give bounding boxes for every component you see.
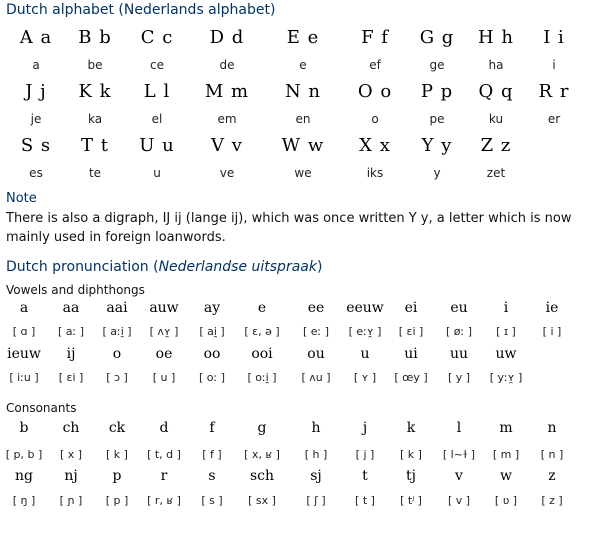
consonant-ipa: [ z ] — [541, 494, 563, 507]
consonant-grapheme: ng — [15, 468, 33, 484]
vowel-ipa: [ ʏ ] — [353, 371, 377, 384]
vowel-grapheme: ou — [307, 346, 325, 362]
consonant-grapheme: s — [208, 468, 216, 484]
consonant-grapheme: f — [209, 420, 215, 436]
alphabet-letter: M m — [204, 81, 250, 102]
vowel-ipa: [ øː ] — [445, 325, 473, 338]
consonant-ipa: [ m ] — [492, 448, 520, 461]
alphabet-letter-name: ef — [369, 58, 381, 72]
vowel-ipa: [ y ] — [447, 371, 471, 384]
note-heading: Note — [6, 191, 37, 206]
alphabet-letter-name: ge — [429, 58, 445, 72]
vowel-ipa: [ u ] — [152, 371, 176, 384]
vowel-ipa: [ ʌʏ̯ ] — [149, 325, 179, 338]
consonant-ipa: [ s ] — [201, 494, 223, 507]
alphabet-letter-name: zet — [486, 166, 506, 180]
consonant-grapheme: n — [547, 420, 557, 436]
consonant-grapheme: ch — [62, 420, 80, 436]
vowel-ipa: [ ɛi ] — [58, 371, 84, 384]
alphabet-letter-name: en — [295, 112, 311, 126]
alphabet-letter: Q q — [478, 81, 514, 102]
alphabet-letter-name: ku — [488, 112, 504, 126]
vowel-grapheme: uw — [495, 346, 517, 362]
alphabet-letter: Y y — [421, 135, 453, 156]
alphabet-letter-name: y — [433, 166, 441, 180]
consonant-grapheme: k — [406, 420, 416, 436]
vowel-grapheme: e — [257, 300, 267, 316]
consonant-grapheme: d — [159, 420, 169, 436]
vowel-grapheme: a — [19, 300, 29, 316]
consonant-ipa: [ ŋ ] — [12, 494, 36, 507]
consonant-ipa: [ r, ʁ ] — [147, 494, 181, 507]
alphabet-letter-name: ka — [87, 112, 103, 126]
consonant-ipa: [ ʃ ] — [306, 494, 326, 507]
consonant-ipa: [ x, ʁ ] — [244, 448, 280, 461]
vowel-ipa: [ ʌu ] — [301, 371, 331, 384]
alphabet-letter: D d — [209, 27, 245, 48]
vowel-ipa: [ aːi̯ ] — [102, 325, 132, 338]
consonant-ipa: [ n ] — [540, 448, 564, 461]
alphabet-letter: P p — [420, 81, 454, 102]
alphabet-letter: L l — [143, 81, 171, 102]
consonant-ipa: [ ɲ ] — [59, 494, 83, 507]
consonant-grapheme: ck — [108, 420, 126, 436]
consonant-ipa: [ t ] — [355, 494, 375, 507]
vowel-ipa: [ eː ] — [302, 325, 330, 338]
consonant-ipa: [ p, b ] — [5, 448, 43, 461]
vowels-label: Vowels and diphthongs — [6, 283, 145, 297]
vowel-grapheme: aa — [62, 300, 80, 316]
alphabet-letter-name: o — [371, 112, 379, 126]
consonant-grapheme: h — [311, 420, 321, 436]
alphabet-letter-name: ce — [150, 58, 164, 72]
alphabet-letter: U u — [139, 135, 175, 156]
alphabet-letter: J j — [25, 81, 47, 102]
consonant-ipa: [ j ] — [355, 448, 375, 461]
alphabet-letter: E e — [286, 27, 320, 48]
alphabet-letter-name: pe — [429, 112, 445, 126]
alphabet-letter-name: we — [294, 166, 312, 180]
consonant-grapheme: w — [500, 468, 512, 484]
alphabet-letter-name: u — [153, 166, 161, 180]
consonant-ipa: [ h ] — [304, 448, 328, 461]
alphabet-letter: H h — [477, 27, 515, 48]
vowel-grapheme: ieuw — [7, 346, 41, 362]
alphabet-letter: N n — [284, 81, 322, 102]
alphabet-letter-name: a — [32, 58, 40, 72]
alphabet-letter-name: el — [151, 112, 163, 126]
vowel-ipa: [ ɑ ] — [12, 325, 36, 338]
consonant-grapheme: tj — [406, 468, 416, 484]
vowel-ipa: [ ai̯ ] — [199, 325, 225, 338]
vowel-grapheme: auw — [149, 300, 179, 316]
alphabet-letter-name: ha — [488, 58, 504, 72]
vowel-grapheme: oo — [203, 346, 221, 362]
vowel-grapheme: oe — [155, 346, 173, 362]
alphabet-letter-name: es — [29, 166, 43, 180]
alphabet-letter-name: er — [547, 112, 561, 126]
vowel-ipa: [ ɔ ] — [106, 371, 128, 384]
vowel-ipa: [ oː ] — [198, 371, 226, 384]
consonant-ipa: [ k ] — [400, 448, 422, 461]
vowel-ipa: [ œy ] — [394, 371, 428, 384]
consonant-ipa: [ p ] — [105, 494, 129, 507]
alphabet-letter-name: e — [299, 58, 307, 72]
vowel-grapheme: ooi — [251, 346, 273, 362]
consonant-grapheme: v — [455, 468, 463, 484]
alphabet-letter: W w — [281, 135, 325, 156]
consonants-label: Consonants — [6, 401, 77, 415]
vowel-grapheme: ie — [545, 300, 559, 316]
alphabet-letter-name: de — [219, 58, 235, 72]
pronunciation-heading-suffix: ) — [316, 259, 323, 275]
consonant-ipa: [ ʋ ] — [494, 494, 518, 507]
vowel-ipa: [ oːi̯ ] — [247, 371, 277, 384]
vowel-grapheme: u — [360, 346, 370, 362]
alphabet-letter: T t — [81, 135, 109, 156]
vowel-grapheme: eeuw — [346, 300, 384, 316]
vowel-grapheme: eu — [450, 300, 468, 316]
consonant-grapheme: l — [456, 420, 462, 436]
consonant-grapheme: b — [19, 420, 29, 436]
consonant-ipa: [ sx ] — [248, 494, 276, 507]
alphabet-letter-name: iks — [366, 166, 384, 180]
alphabet-letter-name: ve — [219, 166, 235, 180]
alphabet-letter: B b — [78, 27, 112, 48]
vowel-ipa: [ iːu ] — [9, 371, 39, 384]
alphabet-letter: K k — [78, 81, 112, 102]
vowel-grapheme: ui — [404, 346, 418, 362]
alphabet-letter: S s — [20, 135, 52, 156]
alphabet-letter-name: i — [552, 58, 556, 72]
pronunciation-heading-italic: Nederlandse uitspraak — [158, 259, 317, 275]
vowel-grapheme: ay — [203, 300, 221, 316]
consonant-ipa: [ tʲ ] — [400, 494, 422, 507]
consonant-ipa: [ v ] — [447, 494, 471, 507]
pronunciation-heading-prefix: Dutch pronunciation ( — [6, 259, 159, 275]
alphabet-letter: I i — [543, 27, 565, 48]
consonant-ipa: [ f ] — [202, 448, 222, 461]
consonant-grapheme: j — [362, 420, 368, 436]
note-text: There is also a digraph, IJ ij (lange ij), which was once written Y y, a letter which is now mainly used in foreign loanwords. — [6, 211, 572, 245]
consonant-grapheme: sj — [310, 468, 322, 484]
vowel-ipa: [ i ] — [542, 325, 562, 338]
consonant-grapheme: g — [257, 420, 267, 436]
page-title: Dutch alphabet (Nederlands alphabet) — [6, 2, 276, 18]
alphabet-letter-name: te — [88, 166, 102, 180]
consonant-grapheme: p — [112, 468, 122, 484]
consonant-ipa: [ k ] — [106, 448, 128, 461]
alphabet-letter: O o — [357, 81, 393, 102]
alphabet-letter: Z z — [480, 135, 512, 156]
vowel-ipa: [ eːʏ̯ ] — [348, 325, 382, 338]
alphabet-letter: R r — [538, 81, 570, 102]
alphabet-letter: X x — [359, 135, 391, 156]
alphabet-letter: A a — [19, 27, 53, 48]
alphabet-letter: V v — [211, 135, 243, 156]
consonant-grapheme: m — [499, 420, 513, 436]
alphabet-letter: C c — [140, 27, 174, 48]
consonant-grapheme: z — [548, 468, 556, 484]
vowel-grapheme: aai — [106, 300, 128, 316]
consonant-grapheme: sch — [249, 468, 275, 484]
vowel-grapheme: uu — [449, 346, 469, 362]
alphabet-letter-name: em — [217, 112, 237, 126]
vowel-ipa: [ ɪ ] — [496, 325, 516, 338]
alphabet-letter-name: je — [30, 112, 42, 126]
alphabet-letter: G g — [419, 27, 455, 48]
vowel-ipa: [ ɛ, ə ] — [244, 325, 280, 338]
vowel-ipa: [ aː ] — [57, 325, 85, 338]
vowel-grapheme: i — [503, 300, 509, 316]
consonant-ipa: [ l~ɫ ] — [442, 448, 476, 461]
alphabet-letter: F f — [361, 27, 389, 48]
pronunciation-heading — [6, 259, 322, 275]
consonant-ipa: [ t, d ] — [147, 448, 181, 461]
consonant-grapheme: t — [362, 468, 368, 484]
consonant-grapheme: nj — [64, 468, 78, 484]
vowel-grapheme: ij — [66, 346, 76, 362]
vowel-ipa: [ yːʏ̯ ] — [489, 371, 523, 384]
vowel-grapheme: ee — [307, 300, 325, 316]
vowel-ipa: [ ɛi ] — [398, 325, 424, 338]
alphabet-letter-name: be — [87, 58, 103, 72]
consonant-grapheme: r — [160, 468, 168, 484]
vowel-grapheme: o — [112, 346, 122, 362]
vowel-grapheme: ei — [404, 300, 418, 316]
consonant-ipa: [ x ] — [59, 448, 83, 461]
